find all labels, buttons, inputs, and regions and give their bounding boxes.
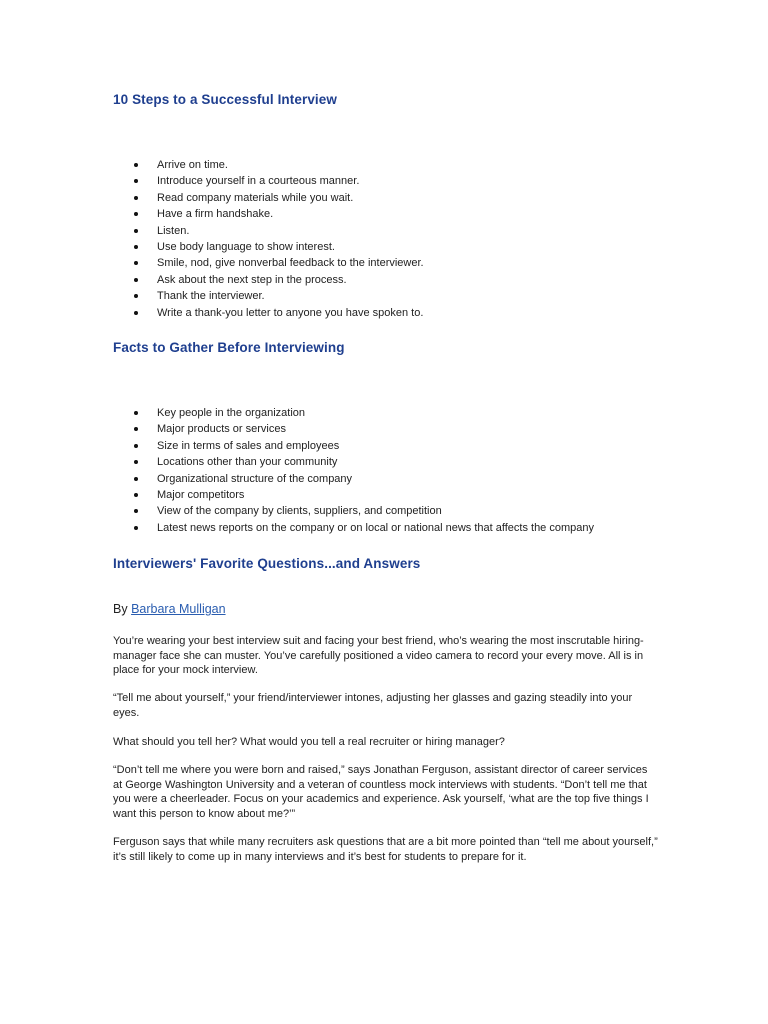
- list-item: View of the company by clients, suppliers, and competition: [133, 503, 594, 519]
- byline-label: By: [113, 602, 128, 616]
- list-item: Size in terms of sales and employees: [133, 438, 594, 454]
- steps-list: [133, 157, 424, 321]
- list-item: Locations other than your community: [133, 454, 594, 470]
- bullet-icon: [134, 261, 138, 265]
- bullet-icon: [134, 212, 138, 216]
- list-item: Smile, nod, give nonverbal feedback to the interviewer.: [133, 255, 424, 271]
- list-item: Arrive on time.: [133, 157, 424, 173]
- bullet-icon: [134, 444, 138, 448]
- bullet-icon: [134, 163, 138, 167]
- byline: [113, 602, 226, 616]
- bullet-icon: [134, 411, 138, 415]
- facts-heading: Facts to Gather Before Interviewing: [113, 340, 345, 355]
- list-item: Listen.: [133, 223, 424, 239]
- bullet-icon: [134, 427, 138, 431]
- steps-heading: 10 Steps to a Successful Interview: [113, 92, 337, 107]
- article-paragraph: What should you tell her? What would you tell a real recruiter or hiring manager?: [113, 736, 505, 748]
- article-paragraph: Ferguson says that while many recruiters ask questions that are a bit more pointed than “tell me about yourself,” it’s still likely to come up in many interviews and it’s best for students to prepare for it.: [113, 836, 658, 863]
- bullet-icon: [134, 477, 138, 481]
- list-item: Organizational structure of the company: [133, 471, 594, 487]
- list-item: Key people in the organization: [133, 405, 594, 421]
- bullet-icon: [134, 311, 138, 315]
- bullet-icon: [134, 294, 138, 298]
- list-item: Write a thank-you letter to anyone you have spoken to.: [133, 305, 424, 321]
- bullet-icon: [134, 278, 138, 282]
- facts-list: [133, 405, 594, 536]
- bullet-icon: [134, 179, 138, 183]
- bullet-icon: [134, 493, 138, 497]
- article-paragraph: “Don’t tell me where you were born and raised,” says Jonathan Ferguson, assistant director of career services at George Washington University and a veteran of countless mock interviews with students. “Don’t tell me that you were a cheerleader. Focus on your academics and experience. Ask yourself, ‘what are the top five things I want this person to know about me?’”: [113, 764, 649, 820]
- list-item: Latest news reports on the company or on local or national news that affects the company: [133, 520, 594, 536]
- bullet-icon: [134, 460, 138, 464]
- list-item: Use body language to show interest.: [133, 239, 424, 255]
- list-item: Thank the interviewer.: [133, 288, 424, 304]
- article-heading: Interviewers' Favorite Questions...and Answers: [113, 556, 421, 571]
- list-item: Major products or services: [133, 421, 594, 437]
- bullet-icon: [134, 526, 138, 530]
- list-item: Ask about the next step in the process.: [133, 272, 424, 288]
- bullet-icon: [134, 229, 138, 233]
- bullet-icon: [134, 509, 138, 513]
- list-item: Introduce yourself in a courteous manner.: [133, 173, 424, 189]
- author-link[interactable]: Barbara Mulligan: [131, 602, 226, 616]
- bullet-icon: [134, 245, 138, 249]
- bullet-icon: [134, 196, 138, 200]
- article-paragraph: “Tell me about yourself,” your friend/interviewer intones, adjusting her glasses and gazing steadily into your eyes.: [113, 692, 633, 719]
- article-paragraph: You’re wearing your best interview suit and facing your best friend, who’s wearing the most inscrutable hiring-manager face she can muster. You’ve carefully positioned a video camera to record your every move. All is in place for your mock interview.: [113, 635, 644, 676]
- list-item: Have a firm handshake.: [133, 206, 424, 222]
- list-item: Major competitors: [133, 487, 594, 503]
- list-item: Read company materials while you wait.: [133, 190, 424, 206]
